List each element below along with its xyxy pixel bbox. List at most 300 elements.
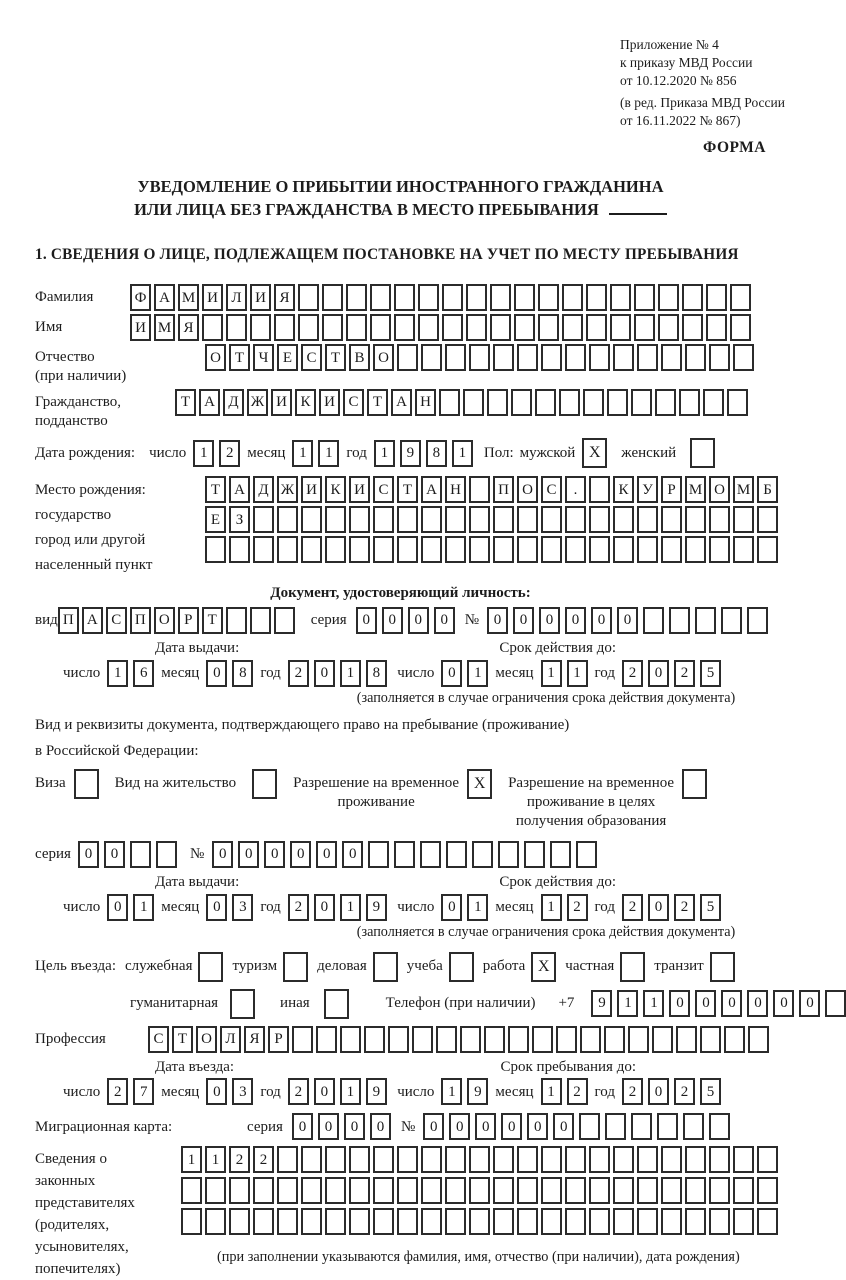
char-cell[interactable] <box>676 1026 697 1053</box>
char-cell[interactable] <box>397 536 418 563</box>
char-cell[interactable] <box>580 1026 601 1053</box>
char-cell[interactable] <box>565 506 586 533</box>
char-cell[interactable] <box>277 506 298 533</box>
char-cell[interactable]: Т <box>229 344 250 371</box>
char-cell[interactable]: 2 <box>288 894 309 921</box>
char-cell[interactable]: 1 <box>318 440 339 467</box>
char-cell[interactable]: У <box>637 476 658 503</box>
char-cell[interactable]: 9 <box>591 990 612 1017</box>
char-cell[interactable]: 1 <box>340 660 361 687</box>
char-cell[interactable] <box>493 1208 514 1235</box>
char-cell[interactable]: И <box>130 314 151 341</box>
char-cell[interactable]: 0 <box>318 1113 339 1140</box>
char-cell[interactable] <box>589 1146 610 1173</box>
char-cell[interactable] <box>205 1177 226 1204</box>
char-cell[interactable]: О <box>205 344 226 371</box>
char-cell[interactable] <box>277 1208 298 1235</box>
char-cell[interactable] <box>412 1026 433 1053</box>
char-cell[interactable] <box>298 284 319 311</box>
char-cell[interactable]: 0 <box>695 990 716 1017</box>
char-cell[interactable]: 0 <box>449 1113 470 1140</box>
char-cell[interactable]: 3 <box>232 894 253 921</box>
char-cell[interactable]: К <box>613 476 634 503</box>
visa-checkbox[interactable] <box>74 769 99 799</box>
char-cell[interactable]: 9 <box>400 440 421 467</box>
char-cell[interactable] <box>156 841 177 868</box>
char-cell[interactable] <box>613 506 634 533</box>
char-cell[interactable]: О <box>373 344 394 371</box>
char-cell[interactable]: 3 <box>232 1078 253 1105</box>
char-cell[interactable] <box>253 536 274 563</box>
char-cell[interactable] <box>652 1026 673 1053</box>
char-cell[interactable] <box>370 314 391 341</box>
char-cell[interactable]: 0 <box>648 894 669 921</box>
char-cell[interactable] <box>733 344 754 371</box>
char-cell[interactable]: Д <box>253 476 274 503</box>
char-cell[interactable] <box>349 506 370 533</box>
char-cell[interactable] <box>373 1177 394 1204</box>
char-cell[interactable]: 2 <box>567 894 588 921</box>
char-cell[interactable]: С <box>373 476 394 503</box>
char-cell[interactable]: 0 <box>206 660 227 687</box>
char-cell[interactable] <box>205 536 226 563</box>
char-cell[interactable]: 1 <box>643 990 664 1017</box>
char-cell[interactable] <box>292 1026 313 1053</box>
char-cell[interactable] <box>682 314 703 341</box>
char-cell[interactable] <box>421 1146 442 1173</box>
char-cell[interactable] <box>301 1208 322 1235</box>
char-cell[interactable]: 7 <box>133 1078 154 1105</box>
char-cell[interactable]: 0 <box>475 1113 496 1140</box>
char-cell[interactable] <box>538 314 559 341</box>
char-cell[interactable]: 0 <box>565 607 586 634</box>
char-cell[interactable] <box>490 314 511 341</box>
char-cell[interactable] <box>661 1146 682 1173</box>
char-cell[interactable] <box>421 1177 442 1204</box>
char-cell[interactable] <box>727 389 748 416</box>
char-cell[interactable]: С <box>106 607 127 634</box>
char-cell[interactable]: М <box>733 476 754 503</box>
char-cell[interactable] <box>487 389 508 416</box>
char-cell[interactable]: О <box>709 476 730 503</box>
char-cell[interactable] <box>541 1146 562 1173</box>
residence-permit-checkbox[interactable] <box>252 769 277 799</box>
char-cell[interactable] <box>349 1208 370 1235</box>
char-cell[interactable]: 2 <box>674 894 695 921</box>
char-cell[interactable] <box>709 536 730 563</box>
char-cell[interactable] <box>517 536 538 563</box>
char-cell[interactable] <box>669 607 690 634</box>
char-cell[interactable] <box>565 1177 586 1204</box>
char-cell[interactable]: 0 <box>501 1113 522 1140</box>
char-cell[interactable] <box>589 344 610 371</box>
char-cell[interactable]: 0 <box>747 990 768 1017</box>
purpose-transit-checkbox[interactable] <box>710 952 735 982</box>
char-cell[interactable] <box>301 1146 322 1173</box>
char-cell[interactable]: О <box>154 607 175 634</box>
char-cell[interactable]: 1 <box>205 1146 226 1173</box>
char-cell[interactable] <box>436 1026 457 1053</box>
char-cell[interactable] <box>700 1026 721 1053</box>
char-cell[interactable]: Ж <box>247 389 268 416</box>
char-cell[interactable] <box>466 284 487 311</box>
char-cell[interactable] <box>253 1177 274 1204</box>
char-cell[interactable] <box>709 344 730 371</box>
char-cell[interactable] <box>613 1177 634 1204</box>
char-cell[interactable]: И <box>319 389 340 416</box>
char-cell[interactable]: Е <box>205 506 226 533</box>
char-cell[interactable] <box>709 1146 730 1173</box>
char-cell[interactable]: К <box>295 389 316 416</box>
char-cell[interactable]: Я <box>274 284 295 311</box>
char-cell[interactable] <box>364 1026 385 1053</box>
char-cell[interactable] <box>253 1208 274 1235</box>
char-cell[interactable] <box>397 506 418 533</box>
purpose-tourism-checkbox[interactable] <box>283 952 308 982</box>
char-cell[interactable]: 1 <box>441 1078 462 1105</box>
char-cell[interactable]: О <box>517 476 538 503</box>
char-cell[interactable] <box>418 284 439 311</box>
char-cell[interactable] <box>517 1208 538 1235</box>
char-cell[interactable]: 0 <box>264 841 285 868</box>
char-cell[interactable]: М <box>154 314 175 341</box>
char-cell[interactable] <box>613 1146 634 1173</box>
temp-residence-education-checkbox[interactable] <box>682 769 707 799</box>
char-cell[interactable]: 1 <box>617 990 638 1017</box>
char-cell[interactable] <box>493 536 514 563</box>
char-cell[interactable]: 1 <box>452 440 473 467</box>
char-cell[interactable] <box>469 476 490 503</box>
char-cell[interactable] <box>394 284 415 311</box>
char-cell[interactable] <box>685 506 706 533</box>
char-cell[interactable]: П <box>58 607 79 634</box>
char-cell[interactable]: 1 <box>193 440 214 467</box>
char-cell[interactable] <box>562 314 583 341</box>
char-cell[interactable] <box>517 344 538 371</box>
char-cell[interactable]: 0 <box>441 660 462 687</box>
char-cell[interactable] <box>460 1026 481 1053</box>
char-cell[interactable] <box>445 1208 466 1235</box>
char-cell[interactable]: А <box>421 476 442 503</box>
char-cell[interactable] <box>508 1026 529 1053</box>
char-cell[interactable] <box>346 284 367 311</box>
char-cell[interactable]: 0 <box>553 1113 574 1140</box>
char-cell[interactable] <box>325 1146 346 1173</box>
char-cell[interactable] <box>658 284 679 311</box>
char-cell[interactable] <box>559 389 580 416</box>
char-cell[interactable] <box>643 607 664 634</box>
char-cell[interactable] <box>373 536 394 563</box>
char-cell[interactable] <box>565 536 586 563</box>
char-cell[interactable]: С <box>541 476 562 503</box>
char-cell[interactable] <box>634 314 655 341</box>
char-cell[interactable] <box>439 389 460 416</box>
char-cell[interactable]: О <box>196 1026 217 1053</box>
char-cell[interactable]: 1 <box>541 1078 562 1105</box>
char-cell[interactable] <box>679 389 700 416</box>
char-cell[interactable]: 0 <box>648 660 669 687</box>
char-cell[interactable] <box>695 607 716 634</box>
char-cell[interactable] <box>586 284 607 311</box>
char-cell[interactable] <box>373 1146 394 1173</box>
char-cell[interactable]: 0 <box>382 607 403 634</box>
char-cell[interactable] <box>661 1208 682 1235</box>
sex-male-checkbox[interactable]: X <box>582 438 607 468</box>
char-cell[interactable]: . <box>565 476 586 503</box>
char-cell[interactable]: Ч <box>253 344 274 371</box>
char-cell[interactable] <box>757 1177 778 1204</box>
char-cell[interactable]: 0 <box>356 607 377 634</box>
char-cell[interactable] <box>277 1177 298 1204</box>
char-cell[interactable]: 0 <box>206 894 227 921</box>
char-cell[interactable]: Л <box>220 1026 241 1053</box>
char-cell[interactable] <box>538 284 559 311</box>
char-cell[interactable] <box>613 344 634 371</box>
char-cell[interactable]: 1 <box>467 894 488 921</box>
char-cell[interactable] <box>394 841 415 868</box>
char-cell[interactable] <box>469 1177 490 1204</box>
char-cell[interactable] <box>498 841 519 868</box>
char-cell[interactable] <box>541 1177 562 1204</box>
char-cell[interactable]: 9 <box>467 1078 488 1105</box>
char-cell[interactable] <box>721 607 742 634</box>
char-cell[interactable]: Т <box>175 389 196 416</box>
char-cell[interactable] <box>469 506 490 533</box>
char-cell[interactable] <box>325 536 346 563</box>
char-cell[interactable] <box>541 1208 562 1235</box>
char-cell[interactable]: Т <box>172 1026 193 1053</box>
purpose-humanitarian-checkbox[interactable] <box>230 989 255 1019</box>
char-cell[interactable]: 0 <box>799 990 820 1017</box>
char-cell[interactable] <box>562 284 583 311</box>
char-cell[interactable]: 6 <box>133 660 154 687</box>
char-cell[interactable]: 0 <box>370 1113 391 1140</box>
char-cell[interactable]: Т <box>397 476 418 503</box>
char-cell[interactable]: 2 <box>622 894 643 921</box>
char-cell[interactable] <box>637 506 658 533</box>
char-cell[interactable]: Р <box>178 607 199 634</box>
char-cell[interactable]: З <box>229 506 250 533</box>
char-cell[interactable] <box>493 344 514 371</box>
char-cell[interactable]: Ж <box>277 476 298 503</box>
char-cell[interactable]: Я <box>178 314 199 341</box>
char-cell[interactable] <box>397 1146 418 1173</box>
purpose-business-checkbox[interactable] <box>373 952 398 982</box>
char-cell[interactable] <box>733 1146 754 1173</box>
char-cell[interactable]: С <box>343 389 364 416</box>
char-cell[interactable]: Я <box>244 1026 265 1053</box>
char-cell[interactable]: 0 <box>316 841 337 868</box>
char-cell[interactable] <box>709 506 730 533</box>
char-cell[interactable]: 0 <box>314 1078 335 1105</box>
char-cell[interactable] <box>373 506 394 533</box>
char-cell[interactable] <box>661 536 682 563</box>
char-cell[interactable]: 0 <box>617 607 638 634</box>
char-cell[interactable] <box>589 1177 610 1204</box>
char-cell[interactable]: М <box>685 476 706 503</box>
char-cell[interactable]: 8 <box>366 660 387 687</box>
char-cell[interactable] <box>757 506 778 533</box>
char-cell[interactable]: Р <box>661 476 682 503</box>
char-cell[interactable]: А <box>391 389 412 416</box>
char-cell[interactable] <box>316 1026 337 1053</box>
char-cell[interactable] <box>709 1208 730 1235</box>
char-cell[interactable] <box>685 344 706 371</box>
char-cell[interactable]: Т <box>205 476 226 503</box>
char-cell[interactable] <box>472 841 493 868</box>
char-cell[interactable] <box>685 1208 706 1235</box>
char-cell[interactable] <box>397 344 418 371</box>
temp-residence-checkbox[interactable]: X <box>467 769 492 799</box>
char-cell[interactable] <box>631 1113 652 1140</box>
char-cell[interactable] <box>628 1026 649 1053</box>
char-cell[interactable] <box>661 1177 682 1204</box>
char-cell[interactable] <box>446 841 467 868</box>
char-cell[interactable] <box>604 1026 625 1053</box>
char-cell[interactable] <box>637 536 658 563</box>
char-cell[interactable] <box>524 841 545 868</box>
char-cell[interactable] <box>484 1026 505 1053</box>
char-cell[interactable] <box>493 1146 514 1173</box>
char-cell[interactable]: 2 <box>674 1078 695 1105</box>
char-cell[interactable]: В <box>349 344 370 371</box>
char-cell[interactable]: 0 <box>78 841 99 868</box>
char-cell[interactable] <box>397 1208 418 1235</box>
char-cell[interactable] <box>747 607 768 634</box>
char-cell[interactable] <box>340 1026 361 1053</box>
sex-female-checkbox[interactable] <box>690 438 715 468</box>
char-cell[interactable] <box>514 314 535 341</box>
char-cell[interactable] <box>655 389 676 416</box>
char-cell[interactable] <box>301 506 322 533</box>
char-cell[interactable]: 2 <box>622 1078 643 1105</box>
char-cell[interactable]: 0 <box>107 894 128 921</box>
char-cell[interactable] <box>613 1208 634 1235</box>
char-cell[interactable] <box>730 314 751 341</box>
char-cell[interactable]: 0 <box>314 660 335 687</box>
char-cell[interactable]: 1 <box>374 440 395 467</box>
char-cell[interactable] <box>514 284 535 311</box>
char-cell[interactable] <box>205 1208 226 1235</box>
char-cell[interactable]: 1 <box>541 894 562 921</box>
char-cell[interactable] <box>748 1026 769 1053</box>
char-cell[interactable] <box>469 536 490 563</box>
char-cell[interactable] <box>541 344 562 371</box>
char-cell[interactable] <box>442 314 463 341</box>
char-cell[interactable] <box>607 389 628 416</box>
char-cell[interactable] <box>517 1146 538 1173</box>
char-cell[interactable] <box>325 1208 346 1235</box>
char-cell[interactable] <box>301 1177 322 1204</box>
char-cell[interactable]: 1 <box>340 1078 361 1105</box>
char-cell[interactable] <box>421 536 442 563</box>
char-cell[interactable]: 2 <box>288 660 309 687</box>
char-cell[interactable] <box>517 506 538 533</box>
char-cell[interactable]: Р <box>268 1026 289 1053</box>
char-cell[interactable]: 5 <box>700 1078 721 1105</box>
char-cell[interactable]: 2 <box>229 1146 250 1173</box>
char-cell[interactable] <box>493 1177 514 1204</box>
char-cell[interactable] <box>658 314 679 341</box>
char-cell[interactable] <box>589 476 610 503</box>
char-cell[interactable] <box>610 314 631 341</box>
char-cell[interactable] <box>349 536 370 563</box>
char-cell[interactable] <box>706 314 727 341</box>
char-cell[interactable] <box>463 389 484 416</box>
char-cell[interactable] <box>589 1208 610 1235</box>
char-cell[interactable] <box>541 506 562 533</box>
char-cell[interactable]: И <box>202 284 223 311</box>
char-cell[interactable] <box>469 344 490 371</box>
char-cell[interactable]: 0 <box>591 607 612 634</box>
char-cell[interactable] <box>576 841 597 868</box>
char-cell[interactable] <box>583 389 604 416</box>
char-cell[interactable] <box>445 506 466 533</box>
char-cell[interactable] <box>349 1177 370 1204</box>
char-cell[interactable]: 0 <box>206 1078 227 1105</box>
char-cell[interactable]: Е <box>277 344 298 371</box>
char-cell[interactable]: П <box>130 607 151 634</box>
char-cell[interactable] <box>226 314 247 341</box>
char-cell[interactable]: А <box>229 476 250 503</box>
char-cell[interactable]: Д <box>223 389 244 416</box>
char-cell[interactable] <box>565 344 586 371</box>
char-cell[interactable] <box>490 284 511 311</box>
char-cell[interactable] <box>250 314 271 341</box>
char-cell[interactable]: 0 <box>539 607 560 634</box>
char-cell[interactable] <box>757 536 778 563</box>
char-cell[interactable] <box>229 1208 250 1235</box>
char-cell[interactable]: 0 <box>238 841 259 868</box>
char-cell[interactable]: 0 <box>344 1113 365 1140</box>
purpose-private-checkbox[interactable] <box>620 952 645 982</box>
char-cell[interactable]: К <box>325 476 346 503</box>
char-cell[interactable]: Т <box>325 344 346 371</box>
char-cell[interactable] <box>683 1113 704 1140</box>
char-cell[interactable]: Б <box>757 476 778 503</box>
char-cell[interactable] <box>634 284 655 311</box>
char-cell[interactable]: 2 <box>219 440 240 467</box>
char-cell[interactable]: 0 <box>441 894 462 921</box>
char-cell[interactable] <box>277 1146 298 1173</box>
char-cell[interactable] <box>298 314 319 341</box>
char-cell[interactable]: 1 <box>340 894 361 921</box>
purpose-official-checkbox[interactable] <box>198 952 223 982</box>
char-cell[interactable] <box>322 314 343 341</box>
char-cell[interactable]: 1 <box>133 894 154 921</box>
char-cell[interactable] <box>517 1177 538 1204</box>
char-cell[interactable] <box>661 344 682 371</box>
char-cell[interactable] <box>397 1177 418 1204</box>
purpose-other-checkbox[interactable] <box>324 989 349 1019</box>
char-cell[interactable] <box>709 1177 730 1204</box>
char-cell[interactable] <box>418 314 439 341</box>
char-cell[interactable]: И <box>349 476 370 503</box>
char-cell[interactable] <box>825 990 846 1017</box>
char-cell[interactable] <box>532 1026 553 1053</box>
char-cell[interactable]: 5 <box>700 660 721 687</box>
char-cell[interactable] <box>709 1113 730 1140</box>
char-cell[interactable]: 8 <box>426 440 447 467</box>
char-cell[interactable]: Н <box>415 389 436 416</box>
char-cell[interactable] <box>685 1146 706 1173</box>
char-cell[interactable] <box>511 389 532 416</box>
char-cell[interactable] <box>657 1113 678 1140</box>
char-cell[interactable]: С <box>301 344 322 371</box>
char-cell[interactable]: 0 <box>487 607 508 634</box>
char-cell[interactable] <box>229 536 250 563</box>
char-cell[interactable]: 2 <box>622 660 643 687</box>
